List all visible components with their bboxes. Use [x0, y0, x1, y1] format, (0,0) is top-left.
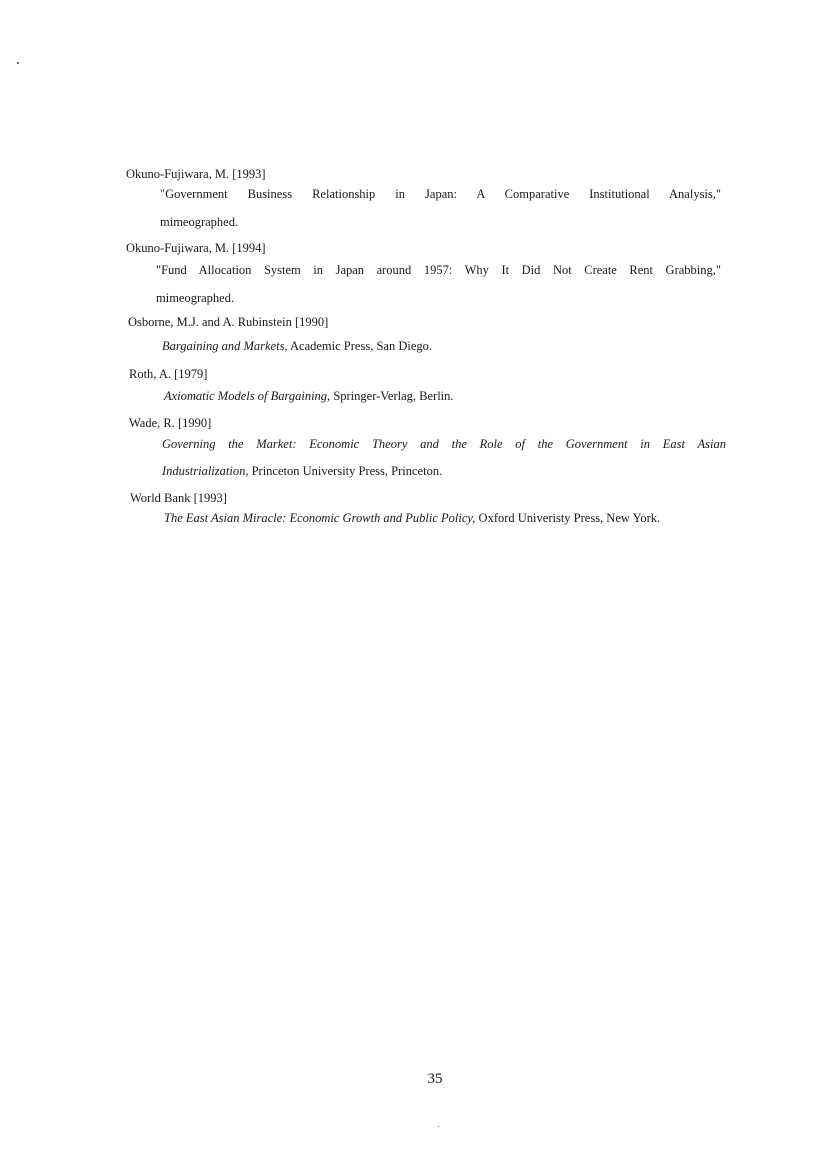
reference-title-line: "Fund Allocation System in Japan around 1957: Why It Did Not Create Rent Grabbing,"	[156, 263, 721, 277]
scan-speck	[17, 62, 19, 64]
reference-entry	[164, 510, 660, 526]
reference-publisher: Academic Press, San Diego.	[287, 339, 432, 353]
reference-author-year: Wade, R. [1990]	[129, 416, 212, 430]
reference-title-line: "Government Business Relationship in Japan: A Comparative Institutional Analysis,"	[160, 187, 721, 201]
reference-author-year: Roth, A. [1979]	[129, 367, 208, 381]
reference-book-title: Axiomatic Models of Bargaining,	[164, 389, 331, 403]
reference-author-year: World Bank [1993]	[130, 491, 227, 505]
reference-note: mimeographed.	[160, 215, 239, 229]
reference-author-year: Okuno-Fujiwara, M. [1993]	[126, 167, 266, 181]
scan-speck	[438, 1126, 439, 1127]
reference-publisher: Oxford Univeristy Press, New York.	[475, 511, 661, 525]
reference-entry	[162, 338, 432, 354]
reference-publisher: Springer-Verlag, Berlin.	[330, 389, 454, 403]
page-number: 35	[427, 1071, 443, 1087]
reference-book-title: Bargaining and Markets,	[162, 339, 288, 353]
reference-book-title: Industrialization,	[162, 464, 249, 478]
reference-entry	[164, 388, 454, 404]
reference-book-title-line: Governing the Market: Economic Theory and the Role of the Government in East Asian	[162, 437, 726, 451]
reference-publisher: Princeton University Press, Princeton.	[248, 464, 443, 478]
reference-entry	[162, 463, 442, 479]
reference-author-year: Okuno-Fujiwara, M. [1994]	[126, 241, 266, 255]
reference-author-year: Osborne, M.J. and A. Rubinstein [1990]	[128, 315, 329, 329]
reference-note: mimeographed.	[156, 291, 235, 305]
reference-book-title: The East Asian Miracle: Economic Growth and Public Policy,	[164, 511, 476, 525]
